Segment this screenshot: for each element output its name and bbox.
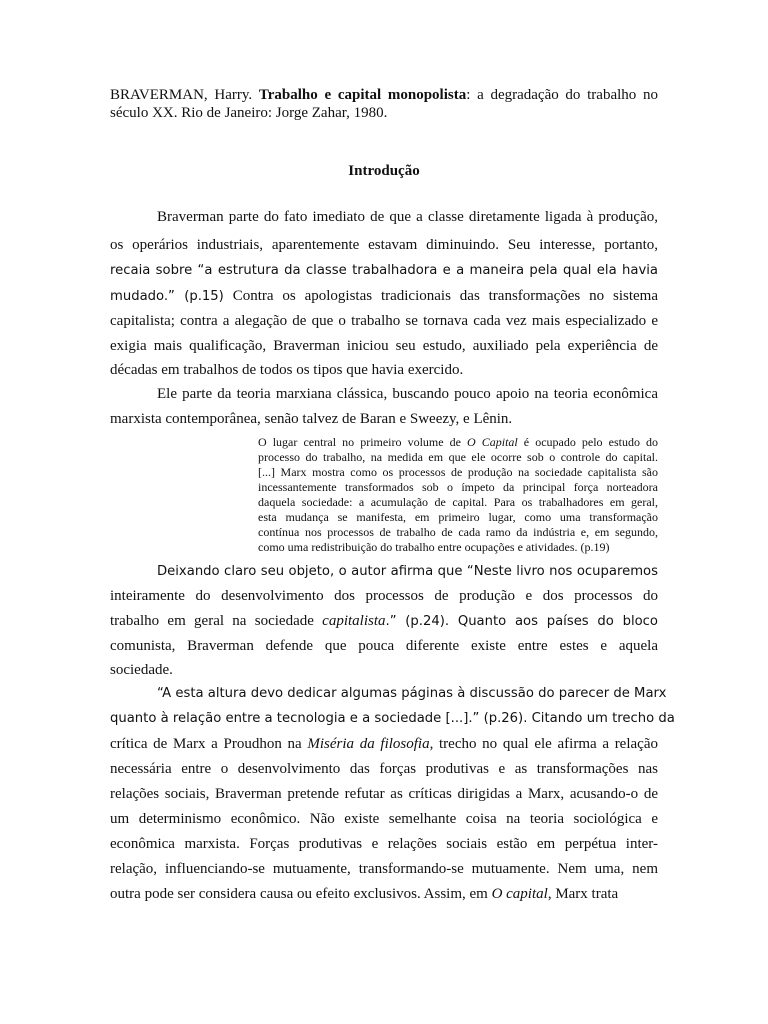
reference-line-2: século XX. Rio de Janeiro: Jorge Zahar, 1980. bbox=[110, 105, 388, 121]
quote-line-7: contínua nos processos de trabalho de cada ramo da indústria e, em segundo, bbox=[258, 525, 658, 539]
reference-line-1 bbox=[110, 86, 658, 104]
quote-line-3: [...] Marx mostra como os processos de produção na sociedade capitalista são bbox=[258, 465, 658, 479]
paragraph-3-line-5: sociedade. bbox=[110, 662, 173, 678]
paragraph-1-line-4: mudado.” (p.15) Contra os apologistas tradicionais das transformações no sistema bbox=[110, 288, 658, 304]
paragraph-1-line-2: os operários industriais, aparentemente estavam diminuindo. Seu interesse, portanto, bbox=[110, 237, 658, 253]
quote-book-title: O Capital bbox=[467, 435, 518, 449]
paragraph-4-line-1: “A esta altura devo dedicar algumas páginas à discussão do parecer de Marx bbox=[157, 686, 667, 701]
paragraph-4-line-5: relações sociais, Braverman pretende refutar as críticas dirigidas a Marx, acusando-o de bbox=[110, 786, 658, 802]
emphasis-o-capital: O capital bbox=[491, 886, 548, 902]
paragraph-2-line-1: Ele parte da teoria marxiana clássica, buscando pouco apoio na teoria econômica bbox=[157, 386, 658, 402]
paragraph-2-line-2: marxista contemporânea, senão talvez de Baran e Sweezy, e Lênin. bbox=[110, 411, 513, 427]
paragraph-1-line-3: recaia sobre “a estrutura da classe trabalhadora e a maneira pela qual ela havia bbox=[110, 263, 658, 278]
paragraph-3-line-4: comunista, Braverman defende que pouca diferente existe entre estes e aquela bbox=[110, 638, 658, 654]
paragraph-4-line-6: um determinismo econômico. Não existe semelhante coisa na teoria sociológica e bbox=[110, 811, 658, 827]
paragraph-3-line-2: inteiramente do desenvolvimento dos processos de produção e dos processos do bbox=[110, 588, 658, 604]
paragraph-4-line-8: relação, influenciando-se mutuamente, transformando-se mutuamente. Nem uma, nem bbox=[110, 861, 658, 877]
paragraph-1-line-1: Braverman parte do fato imediato de que a classe diretamente ligada à produção, bbox=[157, 209, 658, 225]
quote-line-1: O lugar central no primeiro volume de O Capital é ocupado pelo estudo do bbox=[258, 435, 659, 449]
paragraph-1-line-6: exigia mais qualificação, Braverman iniciou seu estudo, auxiliado pela experiência de bbox=[110, 338, 658, 354]
emphasis-miseria-da-filosofia: Miséria da filosofia bbox=[307, 736, 430, 752]
paragraph-1-line-7: décadas em trabalhos de todos os tipos que havia exercido. bbox=[110, 362, 464, 378]
citation-p15: mudado.” (p.15) bbox=[110, 289, 224, 304]
reference-rest: : a degradação do trabalho no bbox=[466, 87, 658, 103]
quote-line-8: como uma redistribuição do trabalho entre ocupações e atividades. (p.19) bbox=[258, 540, 610, 554]
reference-author: BRAVERMAN, Harry. bbox=[110, 87, 259, 103]
paragraph-4-line-4: necessária entre o desenvolvimento das forças produtivas e as transformações nas bbox=[110, 761, 658, 777]
section-heading: Introdução bbox=[348, 163, 420, 179]
paragraph-4-line-3: crítica de Marx a Proudhon na Miséria da filosofia, trecho no qual ele afirma a relação bbox=[110, 736, 658, 752]
paragraph-1-line-5: capitalista; contra a alegação de que o trabalho se tornava cada vez mais especializado e bbox=[110, 313, 658, 329]
reference-title: Trabalho e capital monopolista bbox=[258, 87, 467, 103]
emphasis-capitalista: capitalista bbox=[322, 613, 386, 629]
paragraph-3-line-1: Deixando claro seu objeto, o autor afirma que “Neste livro nos ocuparemos bbox=[157, 564, 658, 579]
quote-line-6: esta mudança se manifesta, em primeiro lugar, como uma transformação bbox=[258, 510, 658, 524]
paragraph-4-line-9: outra pode ser considera causa ou efeito exclusivos. Assim, em O capital, Marx trata bbox=[110, 886, 619, 902]
quote-line-4: incessantemente transformados sob o ímpeto da principal força norteadora bbox=[258, 480, 658, 494]
paragraph-4-line-7: econômica marxista. Forças produtivas e relações sociais estão em perpétua inter- bbox=[110, 836, 658, 852]
quote-line-5: daquela sociedade: a acumulação de capital. Para os trabalhadores em geral, bbox=[258, 495, 658, 509]
quote-line-2: processo do trabalho, na medida em que ele ocorre sob o controle do capital. bbox=[258, 450, 658, 464]
paragraph-3-line-3: trabalho em geral na sociedade capitalista.” (p.24). Quanto aos países do bloco bbox=[110, 613, 658, 629]
paragraph-4-line-2: quanto à relação entre a tecnologia e a sociedade [...].” (p.26). Citando um trecho da bbox=[110, 711, 675, 726]
